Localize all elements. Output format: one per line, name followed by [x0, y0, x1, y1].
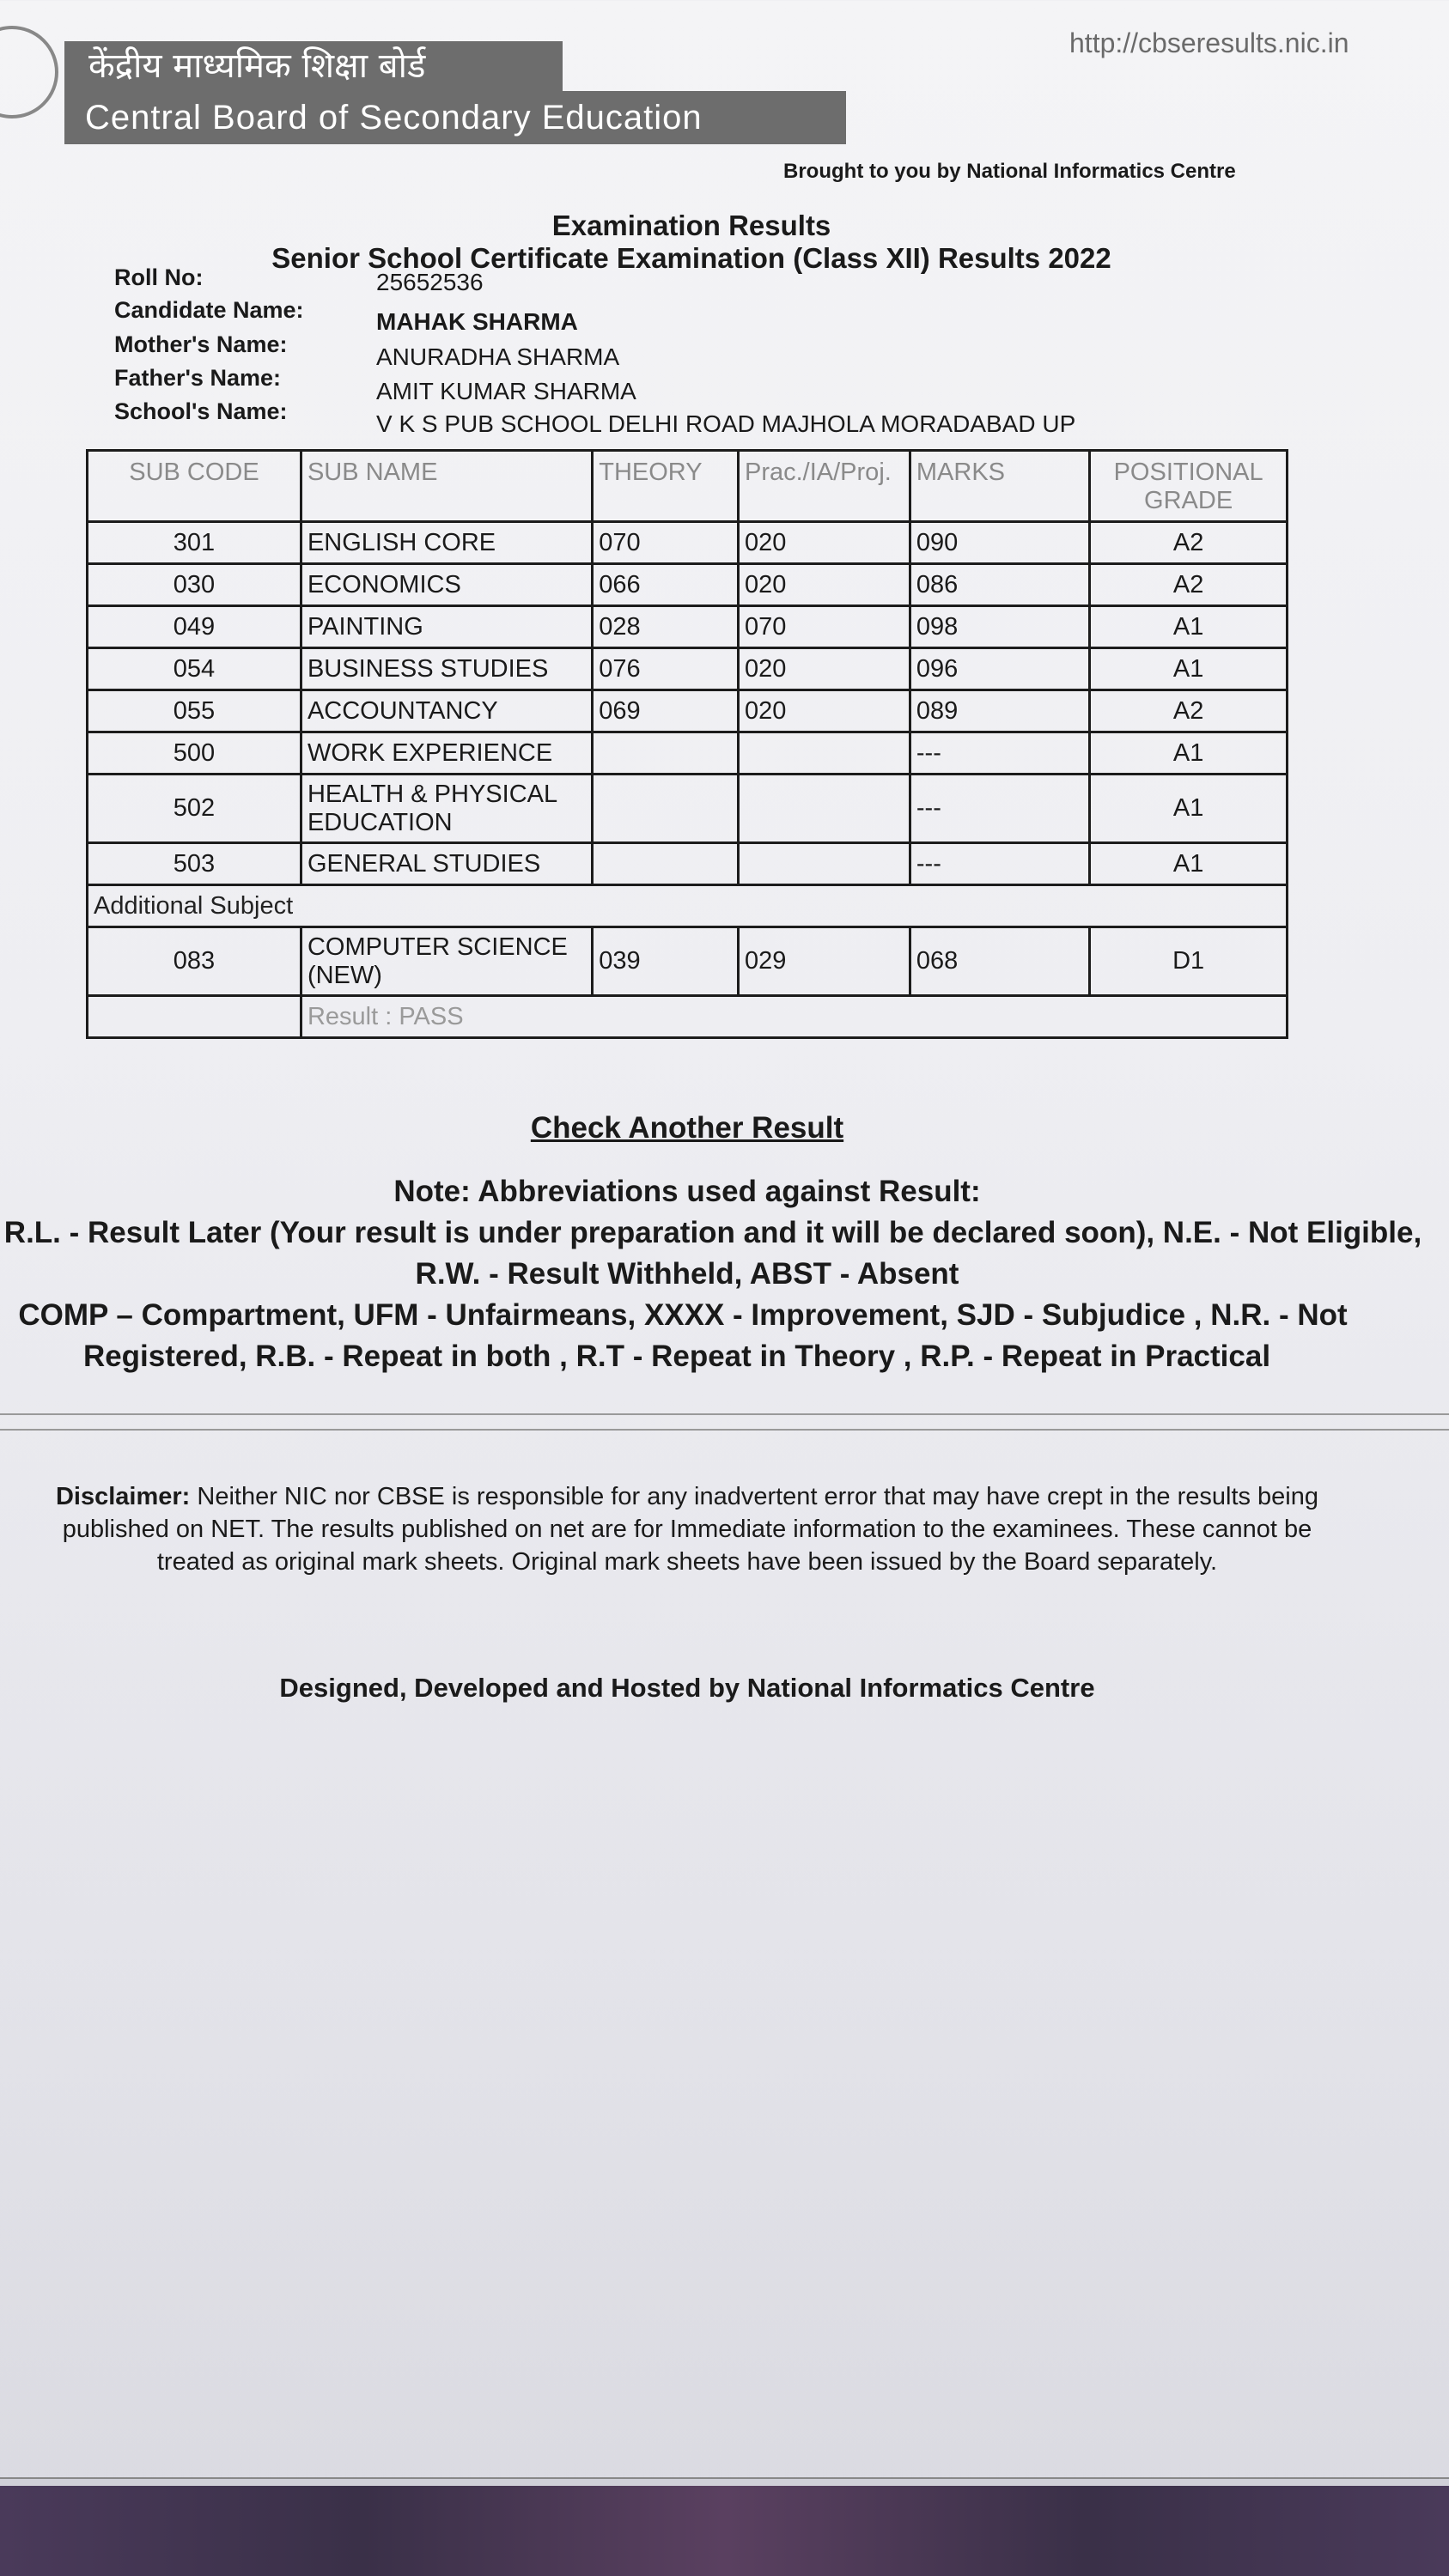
abbreviations-line-1: R.L. - Result Later (Your result is under preparation and it will be declared soon), N.E. - Not Eligible, [3, 1216, 1422, 1249]
sub-name: COMPUTER SCIENCE (NEW) [301, 927, 592, 996]
sub-code: 503 [88, 843, 301, 885]
practical-marks: 070 [738, 606, 910, 648]
brought-by-text: Brought to you by National Informatics Centre [783, 160, 1236, 183]
header-theory: THEORY [593, 451, 739, 522]
sub-code: 049 [88, 606, 301, 648]
grade: A1 [1090, 648, 1288, 690]
sub-code: 083 [88, 927, 301, 996]
theory-marks [593, 732, 739, 775]
table-row [88, 690, 1288, 732]
table-row [88, 843, 1288, 885]
theory-marks: 066 [593, 564, 739, 606]
grade: D1 [1090, 927, 1288, 996]
results-table [86, 449, 1288, 1039]
total-marks: --- [910, 843, 1089, 885]
practical-marks [738, 732, 910, 775]
header-title-hindi: केंद्रीय माध्यमिक शिक्षा बोर्ड [64, 41, 563, 91]
table-row [88, 775, 1288, 843]
roll-value: 25652536 [376, 269, 484, 295]
sub-name: HEALTH & PHYSICAL EDUCATION [301, 775, 592, 843]
mother-name-value: ANURADHA SHARMA [376, 343, 620, 370]
practical-marks: 020 [738, 648, 910, 690]
total-marks: 068 [910, 927, 1089, 996]
header-grade: POSITIONAL GRADE [1090, 451, 1288, 522]
theory-marks [593, 775, 739, 843]
site-url: http://cbseresults.nic.in [1069, 27, 1349, 58]
header-sub-name: SUB NAME [301, 451, 592, 522]
additional-subject-label: Additional Subject [88, 885, 1288, 927]
father-name-value: AMIT KUMAR SHARMA [376, 378, 636, 404]
grade: A2 [1090, 564, 1288, 606]
cbse-logo [0, 26, 58, 118]
sub-name: WORK EXPERIENCE [301, 732, 592, 775]
grade: A2 [1090, 522, 1288, 564]
candidate-name-label: Candidate Name: [114, 297, 304, 323]
theory-marks: 028 [593, 606, 739, 648]
sub-name: ECONOMICS [301, 564, 592, 606]
practical-marks: 020 [738, 690, 910, 732]
header-title-english: Central Board of Secondary Education [64, 91, 846, 144]
footer-designed-by: Designed, Developed and Hosted by National Informatics Centre [279, 1673, 1095, 1703]
table-row [88, 564, 1288, 606]
mother-name-label: Mother's Name: [114, 331, 288, 357]
additional-subject-label-row [88, 885, 1288, 927]
grade: A1 [1090, 775, 1288, 843]
divider [0, 1413, 1449, 1415]
total-marks: 089 [910, 690, 1089, 732]
grade: A2 [1090, 690, 1288, 732]
theory-marks: 076 [593, 648, 739, 690]
grade: A1 [1090, 606, 1288, 648]
sub-code: 055 [88, 690, 301, 732]
abbreviations-line-2: R.W. - Result Withheld, ABST - Absent [415, 1257, 959, 1291]
total-marks: --- [910, 732, 1089, 775]
theory-marks: 039 [593, 927, 739, 996]
sub-name: GENERAL STUDIES [301, 843, 592, 885]
table-row [88, 522, 1288, 564]
theory-marks: 069 [593, 690, 739, 732]
disclaimer [52, 1480, 1323, 1578]
sub-code: 502 [88, 775, 301, 843]
table-row [88, 927, 1288, 996]
total-marks: 090 [910, 522, 1089, 564]
sub-code: 030 [88, 564, 301, 606]
abbreviations-heading: Note: Abbreviations used against Result: [393, 1175, 981, 1208]
divider [0, 1429, 1449, 1431]
exam-subtitle: Senior School Certificate Examination (Class XII) Results 2022 [271, 242, 1111, 274]
total-marks: 096 [910, 648, 1089, 690]
sub-code: 054 [88, 648, 301, 690]
table-header-row [88, 451, 1288, 522]
practical-marks: 020 [738, 522, 910, 564]
practical-marks [738, 843, 910, 885]
result-text: Result : PASS [301, 996, 1287, 1038]
candidate-name-value: MAHAK SHARMA [376, 308, 578, 335]
theory-marks: 070 [593, 522, 739, 564]
father-name-label: Father's Name: [114, 365, 281, 391]
sub-name: ACCOUNTANCY [301, 690, 592, 732]
total-marks: 098 [910, 606, 1089, 648]
practical-marks [738, 775, 910, 843]
roll-label: Roll No: [114, 264, 204, 290]
header-marks: MARKS [910, 451, 1089, 522]
total-marks: 086 [910, 564, 1089, 606]
background-surface [0, 2486, 1449, 2576]
sub-name: PAINTING [301, 606, 592, 648]
sub-code: 301 [88, 522, 301, 564]
sub-code: 500 [88, 732, 301, 775]
sub-name: ENGLISH CORE [301, 522, 592, 564]
total-marks: --- [910, 775, 1089, 843]
abbreviations-line-3: COMP – Compartment, UFM - Unfairmeans, XXXX - Improvement, SJD - Subjudice , N.R. - Not [18, 1298, 1348, 1332]
theory-marks [593, 843, 739, 885]
result-empty-cell [88, 996, 301, 1038]
table-row [88, 606, 1288, 648]
header-practical: Prac./IA/Proj. [738, 451, 910, 522]
school-name-label: School's Name: [114, 398, 288, 424]
sub-name: BUSINESS STUDIES [301, 648, 592, 690]
abbreviations-line-4: Registered, R.B. - Repeat in both , R.T - Repeat in Theory , R.P. - Repeat in Practical [82, 1340, 1271, 1373]
check-another-result-link[interactable]: Check Another Result [530, 1111, 844, 1145]
disclaimer-label: Disclaimer: [55, 1483, 191, 1510]
practical-marks: 029 [738, 927, 910, 996]
grade: A1 [1090, 843, 1288, 885]
disclaimer-text: Neither NIC nor CBSE is responsible for any inadvertent error that may have crept in the results being published on NET. The results published on net are for Immediate information to the examinees. These cannot be treated as original mark sheets. Original mark sheets have been issued by the Board separately. [62, 1483, 1319, 1576]
header-sub-code: SUB CODE [88, 451, 301, 522]
exam-title: Examination Results [551, 210, 831, 241]
grade: A1 [1090, 732, 1288, 775]
result-row [88, 996, 1288, 1038]
table-row [88, 732, 1288, 775]
practical-marks: 020 [738, 564, 910, 606]
table-row [88, 648, 1288, 690]
school-name-value: V K S PUB SCHOOL DELHI ROAD MAJHOLA MORADABAD UP [376, 410, 1076, 437]
